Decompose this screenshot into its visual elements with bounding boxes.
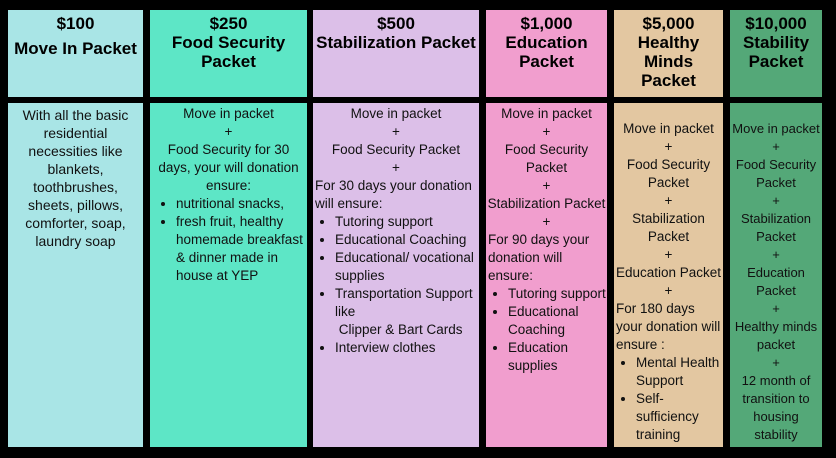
plus-sign: + — [772, 139, 780, 154]
plus-sign: + — [772, 355, 780, 370]
packet-header-move-in — [8, 10, 143, 97]
included-line: Move in packet — [183, 106, 274, 121]
list-item: • Educational Coaching — [508, 303, 607, 339]
duration-line: For 90 days your donation will ensure: — [488, 232, 590, 283]
packet-header-education — [486, 10, 607, 97]
packet-header-food-security — [150, 10, 307, 97]
packet-title-line: Healthy — [637, 33, 700, 52]
packet-header-stabilization — [313, 10, 479, 97]
bullet-list — [313, 213, 479, 357]
list-item: Clipper & Bart Cards — [335, 322, 463, 337]
plus-sign: + — [772, 193, 780, 208]
plus-sign: + — [224, 124, 233, 139]
bullet-list — [486, 285, 607, 375]
packet-body-education — [486, 103, 607, 447]
list-item: • Educational Coaching — [335, 231, 479, 249]
packet-title: Move In Packet — [14, 39, 137, 58]
included-line: Stabilization Packet — [632, 211, 705, 244]
list-item: • Interview clothes — [335, 339, 479, 357]
included-line: Food Security Packet — [735, 157, 817, 190]
packet-title-line: Packet — [519, 52, 574, 71]
packet-title-line: Education — [505, 33, 588, 52]
included-line: Move in packet — [623, 121, 714, 136]
included-line: 12 month of transition to housing stability — [741, 373, 811, 442]
plus-sign: + — [664, 283, 673, 298]
packet-title-line: Packet — [201, 52, 256, 71]
included-line: Healthy minds packet — [734, 319, 818, 352]
bullet-list — [150, 195, 307, 285]
packet-price: $500 — [377, 14, 415, 33]
packet-title-line: Stability — [742, 33, 810, 52]
list-item: • nutritional snacks, — [176, 195, 307, 213]
list-item: • Tutoring support — [508, 285, 607, 303]
packet-price: $5,000 — [642, 14, 695, 33]
list-item: • Mental Health Support — [636, 354, 723, 390]
packet-body-healthy-minds — [614, 103, 723, 447]
plus-sign: + — [542, 124, 551, 139]
plus-sign: + — [664, 247, 673, 262]
plus-sign: + — [772, 301, 780, 316]
included-line: Food Security Packet — [626, 157, 711, 190]
packet-title: Stabilization Packet — [316, 33, 476, 52]
packet-price: $100 — [56, 14, 95, 33]
included-line: Food Security for 30 days, your will donation ensure: — [158, 142, 299, 193]
included-line: Education Packet — [747, 265, 805, 298]
duration-line: For 180 days your donation will ensure : — [616, 301, 721, 352]
list-item: • Tutoring support — [335, 213, 479, 231]
packet-title-line: Packet — [641, 71, 696, 90]
plus-sign: + — [542, 178, 551, 193]
packet-title-line: Food Security — [171, 33, 286, 52]
packet-price: $1,000 — [520, 14, 573, 33]
list-item: • fresh fruit, healthy homemade breakfast & dinner made in house at YEP — [176, 213, 307, 285]
list-item: • Educational/ vocational supplies — [335, 249, 479, 285]
plus-sign: + — [542, 214, 551, 229]
packet-price: $250 — [209, 14, 248, 33]
included-line: Food Security Packet — [504, 142, 589, 175]
included-line: Food Security Packet — [331, 142, 461, 157]
plus-sign: + — [392, 160, 400, 175]
packet-body-stability — [730, 103, 822, 447]
list-item: • Self-sufficiency training — [636, 390, 723, 444]
packet-title-line: Minds — [643, 52, 694, 71]
included-line: Move in packet — [350, 106, 442, 121]
included-line: Move in packet — [501, 106, 592, 121]
packet-body-stabilization — [313, 103, 479, 447]
included-line: Stabilization Packet — [740, 211, 812, 244]
list-item: • Transportation Support like — [335, 285, 479, 321]
packet-price: $10,000 — [745, 14, 807, 33]
packet-header-stability — [730, 10, 822, 97]
list-item: • Education supplies — [508, 339, 607, 375]
plus-sign: + — [772, 247, 780, 262]
packet-title-line: Packet — [748, 52, 804, 71]
plus-sign: + — [664, 193, 673, 208]
duration-line: For 30 days your donation will ensure: — [315, 178, 472, 211]
packet-header-healthy-minds — [614, 10, 723, 97]
plus-sign: + — [664, 139, 673, 154]
included-line: Stabilization Packet — [487, 196, 606, 211]
included-line: Education Packet — [615, 265, 722, 280]
included-line: Move in packet — [732, 121, 820, 136]
bullet-list — [614, 354, 723, 444]
packet-body-food-security — [150, 103, 307, 447]
plus-sign: + — [392, 124, 400, 139]
packet-body-move-in — [8, 103, 143, 447]
packet-description: With all the basic residential necessities like blankets, toothbrushes, sheets, pillows, comforter, soap, laundry soap — [22, 107, 129, 249]
